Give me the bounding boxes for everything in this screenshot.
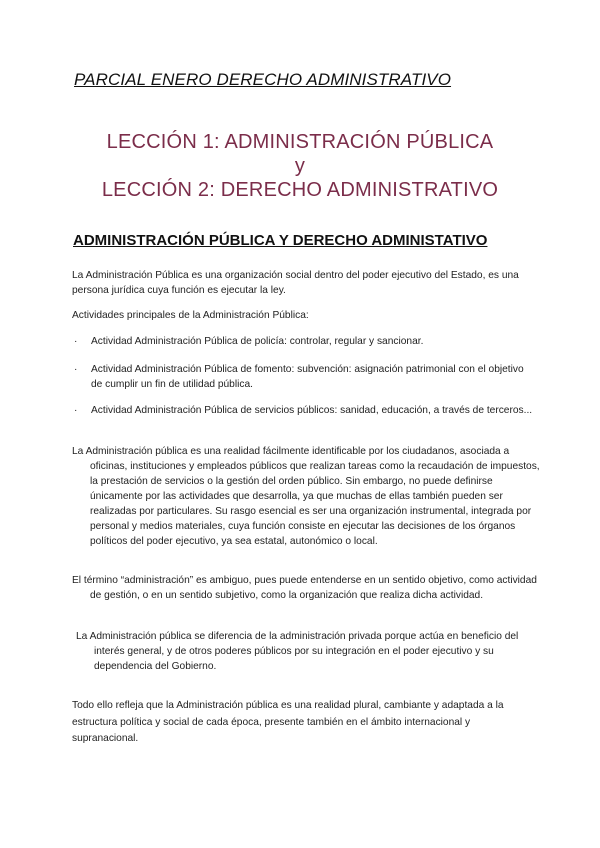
- lesson-1-heading: LECCIÓN 1: ADMINISTRACIÓN PÚBLICA: [106, 131, 494, 153]
- list-item: [72, 403, 534, 418]
- intro-paragraph: La Administración Pública es una organización social dentro del poder ejecutivo del Estado, es una persona jurídica cuya función es ejecutar la ley.: [72, 270, 519, 296]
- section-heading: ADMINISTRACIÓN PÚBLICA Y DERECHO ADMINISTATIVO: [73, 232, 488, 249]
- conclusion-paragraph: Todo ello refleja que la Administración pública es una realidad plural, cambiante y adaptada a la estructura política y social de cada época, presente también en el ámbito internacional y supranacional.: [72, 700, 504, 744]
- realidad-paragraph: La Administración pública es una realidad fácilmente identificable por los ciudadanos, asociada a oficinas, instituciones y empleados públicos que realizan tareas como la recaudación de impuestos, la prestación de servicios o la gestión del orden público. Sin embargo, no puede definirse únicamente por las actividades que desarrolla, ya que muchas de ellas también pueden ser realizadas por particulares. Su rasgo esencial es ser una organización instrumental, integrada por personal y medios materiales, cuya función consiste en ejecutar las decisiones de los órganos políticos del poder ejecutivo, ya sea estatal, autonómico o local.: [72, 446, 540, 547]
- bullet-text: Actividad Administración Pública de policía: controlar, regular y sancionar.: [91, 336, 424, 347]
- bullet-marker: ·: [74, 405, 78, 416]
- list-item: [72, 334, 534, 349]
- bullet-text: Actividad Administración Pública de servicios públicos: sanidad, educación, a través de terceros...: [91, 405, 533, 416]
- list-item: [72, 362, 534, 392]
- bullet-marker: ·: [74, 336, 78, 347]
- diferencia-paragraph: La Administración pública se diferencia de la administración privada porque actúa en beneficio del interés general, y de otros poderes públicos por su integración en el poder ejecutivo y su dependencia del Gobierno.: [76, 631, 519, 672]
- bullet-marker: ·: [74, 364, 78, 375]
- lesson-connector: y: [294, 155, 306, 177]
- termino-paragraph: El término “administración” es ambiguo, pues puede entenderse en un sentido objetivo, como actividad de gestión, o en un sentido subjetivo, como la organización que realiza dicha actividad.: [72, 575, 537, 601]
- activities-intro: Actividades principales de la Administración Pública:: [72, 310, 309, 321]
- lesson-headings: [0, 130, 600, 202]
- lesson-2-heading: LECCIÓN 2: DERECHO ADMINISTRATIVO: [101, 179, 499, 201]
- bullet-text: Actividad Administración Pública de fomento: subvención: asignación patrimonial con el objetivo de cumplir un fin de utilidad pública.: [91, 364, 524, 390]
- document-title: PARCIAL ENERO DERECHO ADMINISTRATIVO: [74, 70, 452, 89]
